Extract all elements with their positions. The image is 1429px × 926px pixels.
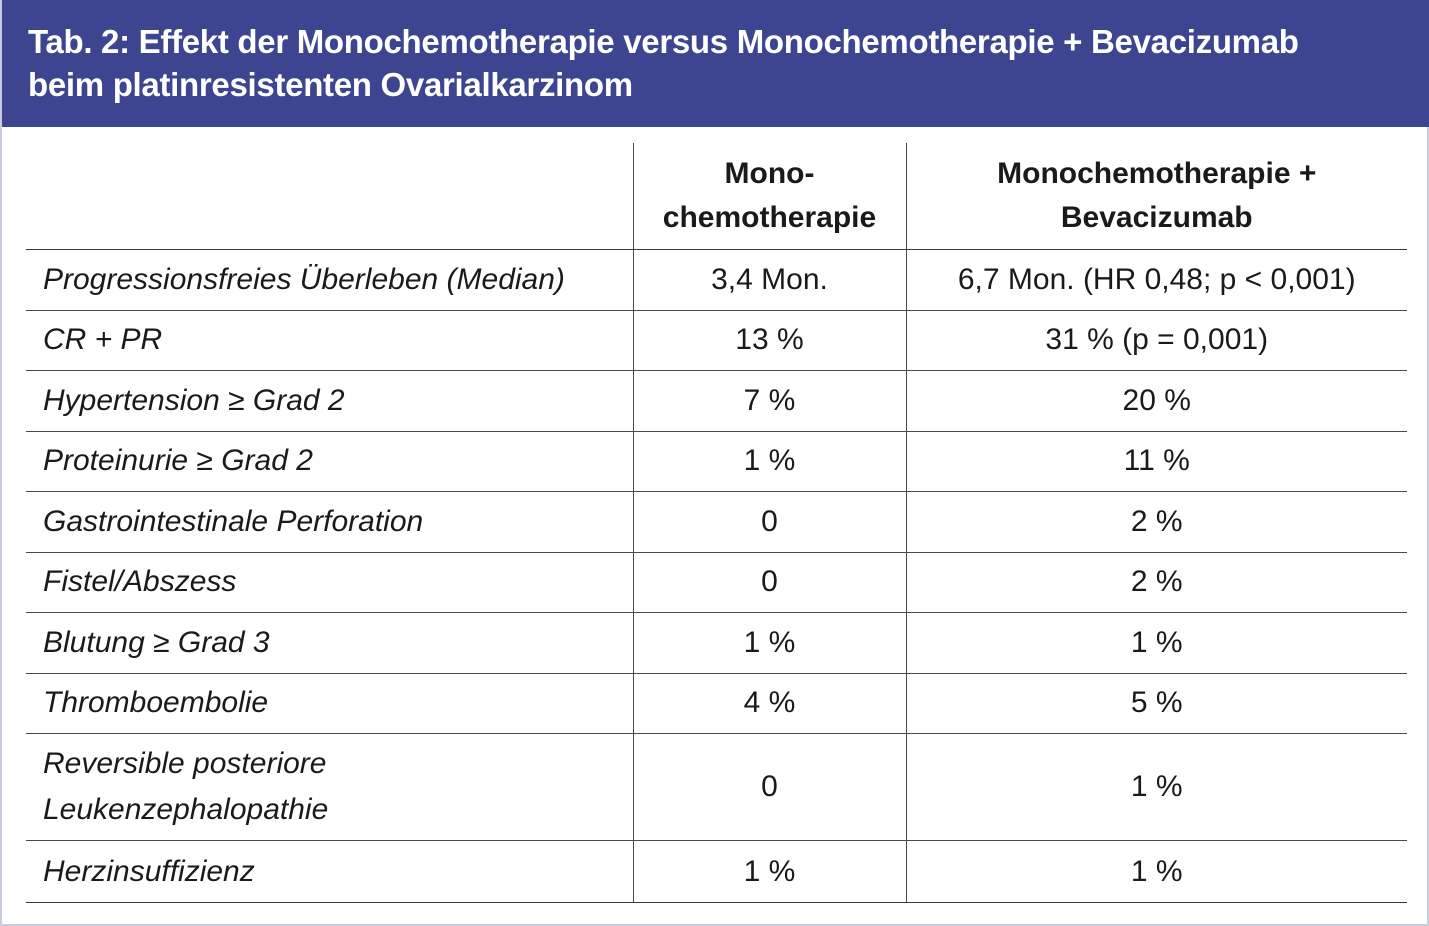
cell-bev: 6,7 Mon. (HR 0,48; p < 0,001) — [906, 250, 1407, 311]
cell-bev: 1 % — [906, 613, 1407, 674]
table-row — [26, 841, 1407, 903]
row-label-line-2: Leukenzephalopathie — [43, 793, 329, 826]
results-table — [26, 143, 1407, 903]
header-bev-line-2: Bevacizumab — [1060, 201, 1253, 234]
title-bar — [2, 0, 1429, 127]
table-row — [26, 250, 1407, 311]
cell-mono: 13 % — [633, 310, 906, 371]
header-row — [26, 143, 1407, 250]
cell-bev: 1 % — [906, 841, 1407, 903]
row-label: Proteinurie ≥ Grad 2 — [26, 431, 633, 492]
header-mono-line-1: Mono- — [724, 157, 815, 190]
row-label: Blutung ≥ Grad 3 — [26, 613, 633, 674]
table-row — [26, 613, 1407, 674]
title-line-2: beim platinresistenten Ovarialkarzinom — [28, 66, 633, 103]
cell-bev: 1 % — [906, 734, 1407, 841]
cell-mono: 0 — [633, 552, 906, 613]
header-mono-line-2: chemotherapie — [662, 201, 877, 234]
header-mono-plus-bevacizumab — [906, 143, 1407, 250]
cell-mono: 1 % — [633, 431, 906, 492]
cell-mono: 1 % — [633, 613, 906, 674]
cell-mono: 4 % — [633, 673, 906, 734]
table-row — [26, 734, 1407, 841]
table-row — [26, 492, 1407, 553]
row-label — [26, 734, 633, 841]
cell-mono: 7 % — [633, 371, 906, 432]
header-bev-line-1: Monochemotherapie + — [997, 157, 1317, 190]
row-label: CR + PR — [26, 310, 633, 371]
cell-bev: 2 % — [906, 552, 1407, 613]
cell-mono: 0 — [633, 734, 906, 841]
header-monochemotherapie — [633, 143, 906, 250]
row-label: Thromboembolie — [26, 673, 633, 734]
results-table-wrap — [26, 143, 1407, 903]
cell-mono: 0 — [633, 492, 906, 553]
row-label: Gastrointestinale Perforation — [26, 492, 633, 553]
table-row — [26, 673, 1407, 734]
cell-mono: 3,4 Mon. — [633, 250, 906, 311]
cell-mono: 1 % — [633, 841, 906, 903]
row-label: Fistel/Abszess — [26, 552, 633, 613]
cell-bev: 31 % (p = 0,001) — [906, 310, 1407, 371]
title-line-1: Tab. 2: Effekt der Monochemotherapie versus Monochemotherapie + Bevacizumab — [28, 23, 1299, 60]
row-label-line-1: Reversible posteriore — [43, 747, 327, 780]
table-row — [26, 552, 1407, 613]
cell-bev: 5 % — [906, 673, 1407, 734]
table-row — [26, 431, 1407, 492]
cell-bev: 11 % — [906, 431, 1407, 492]
row-label: Herzinsuffizienz — [26, 841, 633, 903]
table-row — [26, 371, 1407, 432]
cell-bev: 2 % — [906, 492, 1407, 553]
row-label: Hypertension ≥ Grad 2 — [26, 371, 633, 432]
cell-bev: 20 % — [906, 371, 1407, 432]
table-row — [26, 310, 1407, 371]
header-empty-cell — [26, 143, 633, 250]
row-label: Progressionsfreies Überleben (Median) — [26, 250, 633, 311]
